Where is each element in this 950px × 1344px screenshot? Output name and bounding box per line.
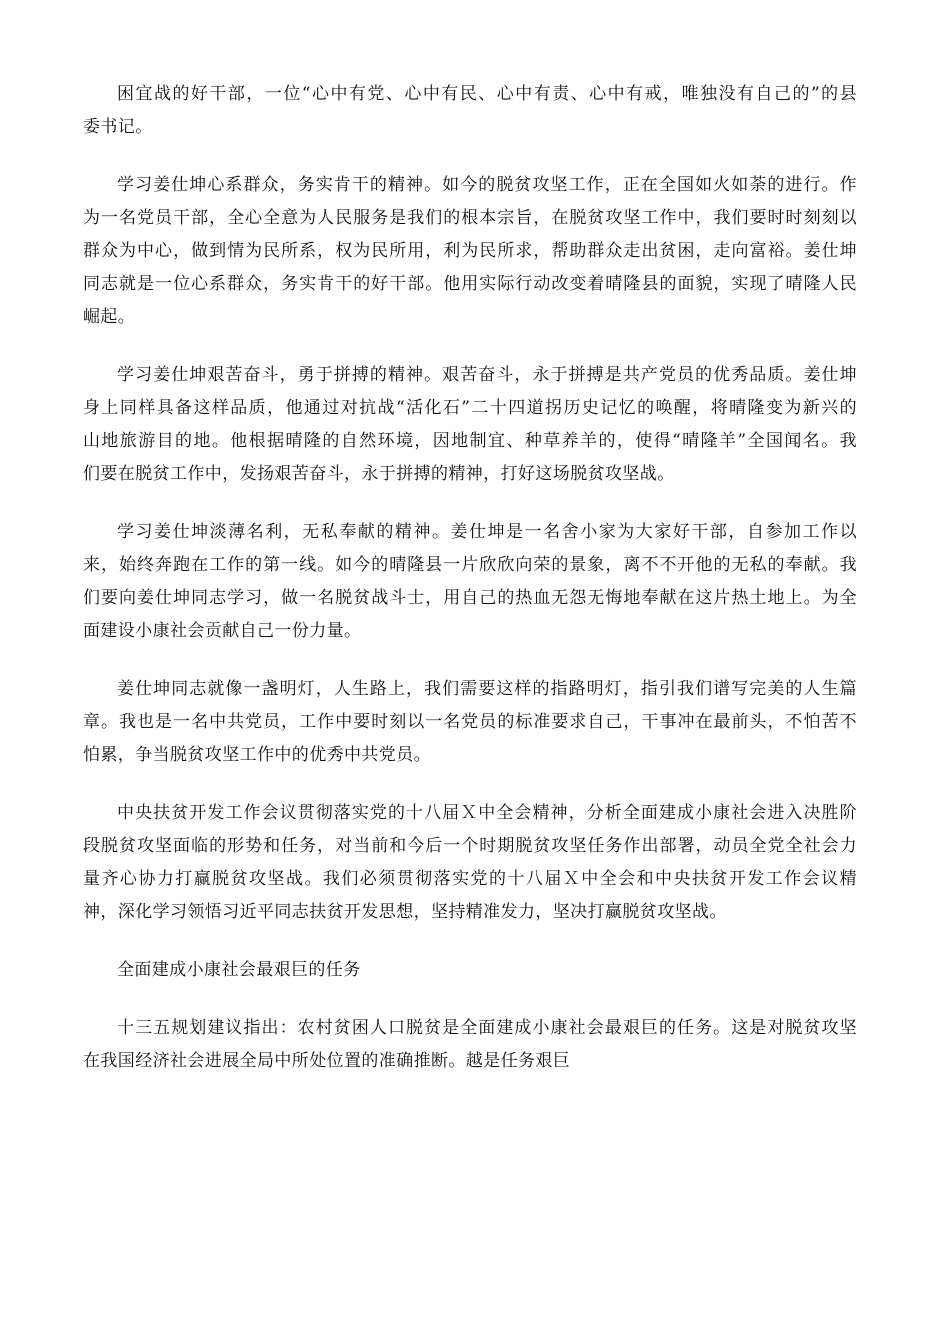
text-line: 章。我也是一名中共党员，工作中要时刻以一名党员的标准要求自己，干事冲在最前头，不怕苦不 (83, 712, 857, 732)
text-line: 在我国经济社会进展全局中所处位置的准确推断。越是任务艰巨 (83, 1051, 571, 1071)
paragraph (83, 797, 857, 929)
text-line: 身上同样具备这样品质，他通过对抗战“活化石”二十四道拐历史记忆的唤醒，将晴隆变为新兴的 (83, 398, 857, 418)
text-line: 群众为中心，做到情为民所系，权为民所用，利为民所求，帮助群众走出贫困，走向富裕。姜仕坤 (83, 241, 857, 261)
text-line: 十三五规划建议指出：农村贫困人口脱贫是全面建成小康社会最艰巨的任务。这是对脱贫攻坚 (117, 1018, 857, 1038)
paragraph (83, 359, 857, 491)
text-line: 神，深化学习领悟习近平同志扶贫开发思想，坚持精准发力，坚决打赢脱贫攻坚战。 (83, 902, 727, 922)
text-line: 中央扶贫开发工作会议贯彻落实党的十八届Ｘ中全会精神，分析全面建成小康社会进入决胜阶 (117, 803, 857, 823)
text-line: 姜仕坤同志就像一盏明灯，人生路上，我们需要这样的指路明灯，指引我们谱写完美的人生篇 (117, 679, 857, 699)
text-line: 为一名党员干部，全心全意为人民服务是我们的根本宗旨，在脱贫攻坚工作中，我们要时时刻刻以 (83, 208, 857, 228)
text-line: 面建设小康社会贡献自己一份力量。 (83, 621, 362, 641)
text-line: 山地旅游目的地。他根据晴隆的自然环境，因地制宜、种草养羊的，使得“晴隆羊”全国闻名。我 (83, 431, 857, 451)
text-line: 同志就是一位心系群众，务实肯干的好干部。他用实际行动改变着晴隆县的面貌，实现了晴隆人民 (83, 274, 857, 294)
document-body (83, 78, 857, 1103)
paragraph (83, 516, 857, 648)
section-heading (117, 954, 857, 987)
text-line: 们要在脱贫工作中，发扬艰苦奋斗，永于拼搏的精神，打好这场脱贫攻坚战。 (83, 464, 675, 484)
text-line: 量齐心协力打赢脱贫攻坚战。我们必须贯彻落实党的十八届Ｘ中全会和中央扶贫开发工作会议精 (83, 869, 857, 889)
text-line: 怕累，争当脱贫攻坚工作中的优秀中共党员。 (83, 745, 431, 765)
paragraph (83, 169, 857, 334)
text-line: 崛起。 (83, 307, 136, 327)
paragraph (83, 673, 857, 772)
paragraph (83, 78, 857, 144)
text-line: 全面建成小康社会最艰巨的任务 (117, 960, 361, 980)
text-line: 们要向姜仕坤同志学习，做一名脱贫战斗士，用自己的热血无怨无悔地奉献在这片热土地上。为全 (83, 588, 857, 608)
text-line: 学习姜仕坤艰苦奋斗，勇于拼搏的精神。艰苦奋斗，永于拼搏是共产党员的优秀品质。姜仕坤 (117, 365, 857, 385)
text-line: 学习姜仕坤淡薄名利，无私奉献的精神。姜仕坤是一名舍小家为大家好干部，自参加工作以 (117, 522, 857, 542)
text-line: 困宜战的好干部，一位“心中有党、心中有民、心中有责、心中有戒，唯独没有自己的”的县 (117, 84, 857, 104)
text-line: 来，始终奔跑在工作的第一线。如今的晴隆县一片欣欣向荣的景象，离不不开他的无私的奉献。我 (83, 555, 857, 575)
text-line: 委书记。 (83, 117, 153, 137)
text-line: 学习姜仕坤心系群众，务实肯干的精神。如今的脱贫攻坚工作，正在全国如火如荼的进行。作 (117, 175, 857, 195)
paragraph (83, 1012, 857, 1078)
text-line: 段脱贫攻坚面临的形势和任务，对当前和今后一个时期脱贫攻坚任务作出部署，动员全党全社会力 (83, 836, 857, 856)
